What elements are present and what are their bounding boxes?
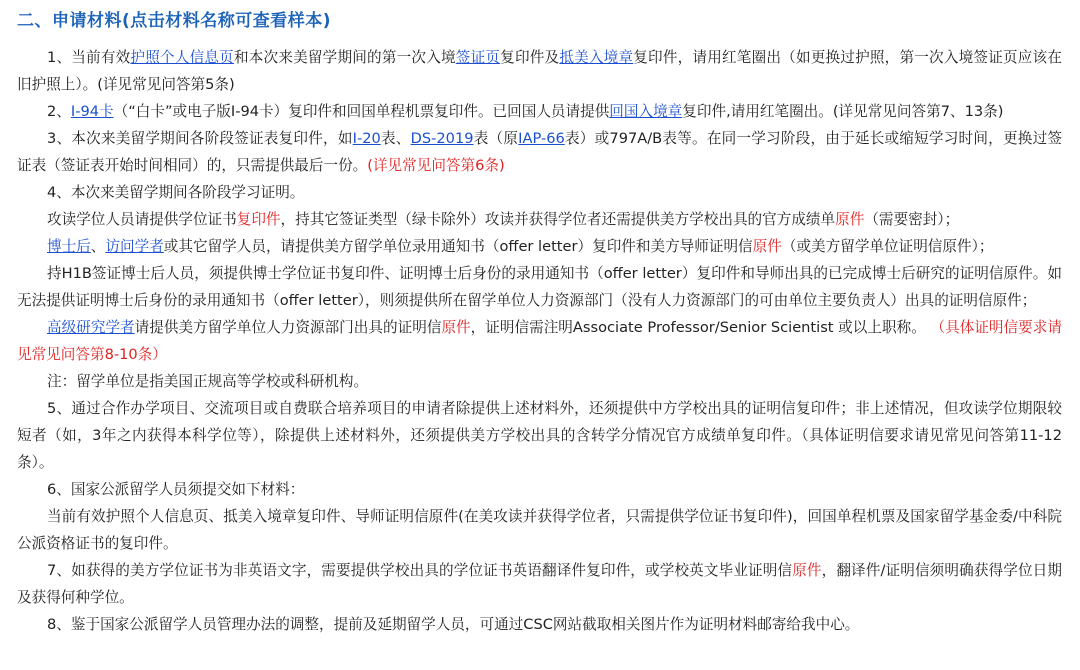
text-segment: 表、 xyxy=(380,130,411,147)
text-segment: （“白卡”或电子版I-94卡）复印件和回国单程机票复印件。已回国人员请提供 xyxy=(113,103,610,120)
text-segment: 持H1B签证博士后人员，须提供博士学位证书复印件、证明博士后身份的录用通知书（offer letter）复印件和导师出具的已完成博士后研究的证明信原件。如无法提供证明博士后身份的录用通知书（offer letter），则须提供所在留学单位人力资源部门（没有人力资源部门的可由单位主要负责人）出具的证明信原件； xyxy=(17,265,1062,309)
paragraph-p7 xyxy=(17,557,1062,611)
paragraph-p1 xyxy=(17,44,1062,98)
materials-list xyxy=(17,44,1062,638)
text-segment: 3、本次来美留学期间各阶段签证表复印件，如 xyxy=(47,130,353,147)
sample-link[interactable]: 高级研究学者 xyxy=(47,319,135,336)
paragraph-p4b xyxy=(17,233,1062,260)
paragraph-p5 xyxy=(17,395,1062,476)
text-segment: 2、 xyxy=(47,103,71,120)
text-segment: 复印件及 xyxy=(500,49,560,66)
sample-link[interactable]: I-20 xyxy=(352,130,381,147)
sample-link[interactable]: 签证页 xyxy=(455,49,501,66)
sample-link[interactable]: 抵美入境章 xyxy=(559,49,634,66)
text-segment: 1、当前有效 xyxy=(47,49,131,66)
highlight-text: (详见常见问答第6条) xyxy=(367,157,505,174)
text-segment: 5、通过合作办学项目、交流项目或自费联合培养项目的申请者除提供上述材料外，还须提供中方学校出具的证明信复印件；非上述情况，但攻读学位期限较短者（如，3年之内获得本科学位等），除提供上述材料外，还须提供美方学校出具的含转学分情况官方成绩单复印件。（具体证明信要求请见常见问答第11-12条）。 xyxy=(17,400,1062,471)
text-segment: 当前有效护照个人信息页、抵美入境章复印件、导师证明信原件(在美攻读并获得学位者，只需提供学位证书复印件)，回国单程机票及国家留学基金委/中科院公派资格证书的复印件。 xyxy=(17,508,1062,552)
paragraph-p4 xyxy=(17,179,1062,206)
text-segment: 7、如获得的美方学位证书为非英语文字，需要提供学校出具的学位证书英语翻译件复印件，或学校英文毕业证明信 xyxy=(47,562,793,579)
text-segment: 6、国家公派留学人员须提交如下材料： xyxy=(47,481,305,498)
text-segment: 复印件,请用红笔圈出。(详见常见问答第7、13条) xyxy=(682,103,1004,120)
highlight-text: 原件 xyxy=(835,211,865,228)
paragraph-p2 xyxy=(17,98,1062,125)
text-segment: 或其它留学人员，请提供美方留学单位录用通知书（offer letter）复印件和美方导师证明信 xyxy=(163,238,753,255)
sample-link[interactable]: 博士后 xyxy=(47,238,91,255)
text-segment: 8、鉴于国家公派留学人员管理办法的调整，提前及延期留学人员，可通过CSC网站截取相关图片作为证明材料邮寄给我中心。 xyxy=(47,616,860,633)
paragraph-p8 xyxy=(17,611,1062,638)
text-segment: 攻读学位人员请提供学位证书 xyxy=(47,211,237,228)
paragraph-p4e xyxy=(17,368,1062,395)
text-segment: 复印件，请用红笔圈出（如更换过护照，第一次入境签证页应该在旧护照上）。(详见常见问答第5条) xyxy=(17,49,1062,93)
sample-link[interactable]: 回国入境章 xyxy=(609,103,683,120)
section-title: 二、申请材料(点击材料名称可查看样本) xyxy=(17,11,332,31)
text-segment: 表）或797A/B表等。在同一学习阶段，由于延长或缩短学习时间，更换过签证表（签证表开始时间相同）的，只需提供最后一份。 xyxy=(17,130,1062,174)
sample-link[interactable]: 访问学者 xyxy=(105,238,164,255)
sample-link[interactable]: 护照个人信息页 xyxy=(130,49,234,66)
text-segment: （需要密封）； xyxy=(864,211,960,228)
sample-link[interactable]: I-94卡 xyxy=(70,103,114,120)
text-segment: 4、本次来美留学期间各阶段学习证明。 xyxy=(47,184,305,201)
text-segment: 请提供美方留学单位人力资源部门出具的证明信 xyxy=(134,319,442,336)
sample-link[interactable]: IAP-66 xyxy=(518,130,565,147)
highlight-text: 复印件 xyxy=(236,211,281,228)
paragraph-p4a xyxy=(17,206,1062,233)
paragraph-p6a xyxy=(17,503,1062,557)
highlight-text: 原件 xyxy=(752,238,782,255)
paragraph-p4d xyxy=(17,314,1062,368)
text-segment: （或美方留学单位证明信原件）； xyxy=(781,238,994,255)
text-segment: 表（原 xyxy=(473,130,519,147)
sample-link[interactable]: DS-2019 xyxy=(410,130,474,147)
paragraph-p6 xyxy=(17,476,1062,503)
paragraph-p4c xyxy=(17,260,1062,314)
highlight-text: 原件 xyxy=(441,319,471,336)
paragraph-p3 xyxy=(17,125,1062,179)
text-segment: 注：留学单位是指美国正规高等学校或科研机构。 xyxy=(47,373,369,390)
text-segment: 、 xyxy=(90,238,106,255)
text-segment: 和本次来美留学期间的第一次入境 xyxy=(233,49,456,66)
text-segment: ，持其它签证类型（绿卡除外）攻读并获得学位者还需提供美方学校出具的官方成绩单 xyxy=(280,211,836,228)
highlight-text: （具体证明信要求请见常见问答第8-10条） xyxy=(17,319,1062,363)
text-segment: ，证明信需注明Associate Professor/Senior Scientist 或以上职称。 xyxy=(470,319,931,336)
text-segment: ，翻译件/证明信须明确获得学位日期及获得何种学位。 xyxy=(17,562,1062,606)
highlight-text: 原件 xyxy=(792,562,822,579)
